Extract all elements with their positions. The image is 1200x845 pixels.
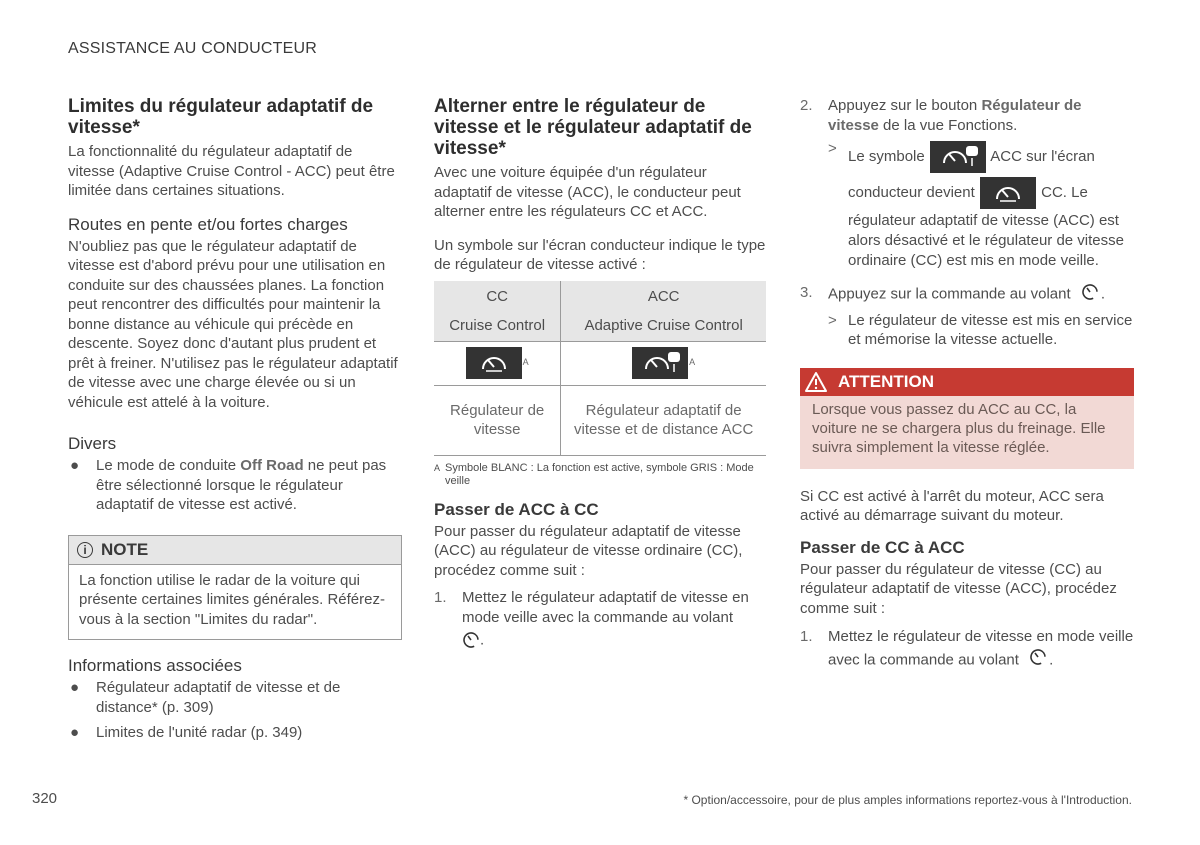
cc-to-acc-text: Pour passer du régulateur de vitesse (CC) au régulateur adaptatif de vitesse (ACC), procédez comme suit : bbox=[800, 560, 1117, 617]
related-link-1[interactable]: Régulateur adaptatif de vitesse et de distance* (p. 309) bbox=[96, 679, 341, 716]
footnote-text: Symbole BLANC : La fonction est active, symbole GRIS : Mode veille bbox=[445, 461, 754, 487]
cruise-type-table bbox=[434, 281, 766, 456]
step-number: 2. bbox=[800, 97, 813, 114]
related-link-2[interactable]: Limites de l'unité radar (p. 349) bbox=[96, 724, 303, 741]
step-number: 3. bbox=[800, 284, 813, 301]
note-title: NOTE bbox=[101, 539, 149, 559]
warning-text: Lorsque vous passez du ACC au CC, la voiture ne se chargera plus du freinage. Elle suivra simplement la vitesse réglée. bbox=[812, 400, 1106, 456]
column-1 bbox=[68, 96, 402, 743]
steering-wheel-control-icon bbox=[1029, 648, 1047, 673]
table-head-acc bbox=[561, 281, 766, 342]
section-title-limits: Limites du régulateur adaptatif de vitesse* bbox=[68, 96, 374, 138]
step-end: . bbox=[1049, 651, 1054, 669]
cc-to-acc-heading: Passer de CC à ACC bbox=[800, 537, 965, 557]
bullet-dot: ● bbox=[70, 457, 80, 474]
column-3 bbox=[800, 96, 1134, 673]
footer-note: * Option/accessoire, pour de plus amples informations reportez-vous à l'Introduction. bbox=[683, 793, 1132, 807]
bullet-dot: ● bbox=[70, 679, 80, 696]
footnote-ref: A bbox=[689, 357, 696, 368]
column-2 bbox=[434, 96, 768, 655]
bullet-dot: ● bbox=[70, 724, 80, 741]
step-text: Mettez le régulateur adaptatif de vitesse en mode veille avec la commande au volant bbox=[462, 589, 749, 626]
acc-name: Adaptive Cruise Control bbox=[584, 316, 743, 334]
cc-speedometer-icon bbox=[466, 347, 522, 379]
step-number: 1. bbox=[434, 589, 447, 606]
footnote-ref: A bbox=[522, 357, 529, 368]
acc-speedometer-icon-inline bbox=[930, 141, 986, 173]
acc-description: Régulateur adaptatif de vitesse et de distance ACC bbox=[561, 385, 766, 455]
section-title-switch: Alterner entre le régulateur de vitesse et le régulateur adaptatif de vitesse* bbox=[434, 96, 752, 159]
cc-symbol-cell bbox=[434, 341, 561, 385]
step-3 bbox=[800, 283, 1134, 307]
switch-intro: Avec une voiture équipée d'un régulateur adaptatif de vitesse (ACC), le conducteur peut alterner entre les régulateurs CC et ACC. bbox=[434, 164, 741, 220]
cruise-control-button-label: Régulateur de vitesse bbox=[828, 97, 1082, 134]
step-2-result bbox=[828, 139, 1134, 271]
off-road-mode: Off Road bbox=[240, 457, 304, 474]
misc-bullet-pre: Le mode de conduite bbox=[96, 457, 241, 474]
misc-bullet-post: ne peut pas être sélectionné lorsque le régulateur adaptatif de vitesse est activé. bbox=[96, 457, 387, 513]
note-text: La fonction utilise le radar de la voiture qui présente certaines limites générales. Référez-vous à la section "Limites du radar". bbox=[79, 571, 385, 628]
step-text: Mettez le régulateur de vitesse en mode veille avec la commande au volant bbox=[828, 628, 1134, 669]
misc-bullet bbox=[68, 456, 402, 515]
footnote-mark: A bbox=[434, 462, 441, 473]
cc-description: Régulateur de vitesse bbox=[434, 385, 561, 455]
related-item-2[interactable] bbox=[68, 723, 402, 743]
result-marker: > bbox=[828, 311, 837, 329]
steering-wheel-control-icon bbox=[1081, 283, 1099, 307]
cc-name: Cruise Control bbox=[449, 316, 546, 334]
acc-symbol-cell bbox=[561, 341, 766, 385]
acc-to-cc-heading: Passer de ACC à CC bbox=[434, 499, 599, 519]
step-2 bbox=[800, 96, 1134, 135]
note-header bbox=[69, 536, 401, 565]
warning-triangle-icon bbox=[804, 371, 828, 393]
step-2-result-a: Le symbole bbox=[848, 147, 925, 165]
acc-to-cc-text: Pour passer du régulateur adaptatif de vitesse (ACC) au régulateur de vitesse ordinaire (CC), procédez comme suit : bbox=[434, 522, 743, 579]
slopes-text: N'oubliez pas que le régulateur adaptatif de vitesse est d'abord prévu pour une utilisation en conduite sur des chaussées planes. La fonction peut rencontrer des difficultés pour maintenir la bonne distance au véhicule qui précède en descente. Soyez donc d'autant plus prudent et prêt à freiner. N'utilisez pas le régulateur adaptatif de vitesse avec une charge élevée ou si un véhicule est attelé à la voiture. bbox=[68, 237, 398, 411]
limits-intro: La fonctionnalité du régulateur adaptatif de vitesse (Adaptive Cruise Control - ACC) peut être limitée dans certaines situations. bbox=[68, 143, 395, 199]
note-box bbox=[68, 535, 402, 641]
symbol-text: Un symbole sur l'écran conducteur indique le type de régulateur de vitesse activé : bbox=[434, 236, 766, 273]
step-3-result bbox=[828, 311, 1134, 350]
warning-box bbox=[800, 368, 1134, 469]
slopes-heading: Routes en pente et/ou fortes charges bbox=[68, 214, 348, 234]
warning-header bbox=[800, 368, 1134, 396]
step-2-result-c: CC. Le régulateur adaptatif de vitesse (ACC) est alors désactivé et le régulateur de vitesse ordinaire (CC) est mis en mode veille. bbox=[848, 183, 1124, 269]
related-heading: Informations associées bbox=[68, 656, 242, 675]
page-header: ASSISTANCE AU CONDUCTEUR bbox=[68, 40, 317, 57]
cc-speedometer-icon-inline bbox=[980, 177, 1036, 209]
cc-to-acc-step-1 bbox=[800, 626, 1134, 673]
step-2-post: de la vue Fonctions. bbox=[878, 116, 1018, 134]
info-icon: i bbox=[77, 542, 93, 558]
steering-wheel-control-icon bbox=[462, 631, 480, 655]
step-2-result-b: ACC sur l'écran conducteur devient bbox=[848, 147, 1095, 201]
step-end: . bbox=[480, 631, 485, 649]
step-3-result-text: Le régulateur de vitesse est mis en service et mémorise la vitesse actuelle. bbox=[848, 311, 1133, 348]
step-end: . bbox=[1100, 285, 1105, 303]
step-2-pre: Appuyez sur le bouton bbox=[828, 97, 982, 114]
page-number: 320 bbox=[32, 790, 58, 807]
step-text: Appuyez sur la commande au volant bbox=[828, 285, 1071, 303]
acc-to-cc-step-1 bbox=[434, 588, 768, 655]
acc-abbr: ACC bbox=[647, 287, 680, 305]
related-item-1[interactable] bbox=[68, 678, 402, 717]
step-number: 1. bbox=[800, 628, 813, 645]
table-head-cc bbox=[434, 281, 561, 342]
after-warning-text: Si CC est activé à l'arrêt du moteur, ACC sera activé au démarrage suivant du moteur. bbox=[800, 487, 1104, 524]
warning-title: ATTENTION bbox=[838, 371, 935, 391]
cc-abbr: CC bbox=[486, 287, 508, 305]
result-marker: > bbox=[828, 140, 837, 157]
table-footnote bbox=[434, 462, 768, 488]
misc-heading: Divers bbox=[68, 434, 117, 453]
acc-speedometer-icon bbox=[632, 347, 688, 379]
